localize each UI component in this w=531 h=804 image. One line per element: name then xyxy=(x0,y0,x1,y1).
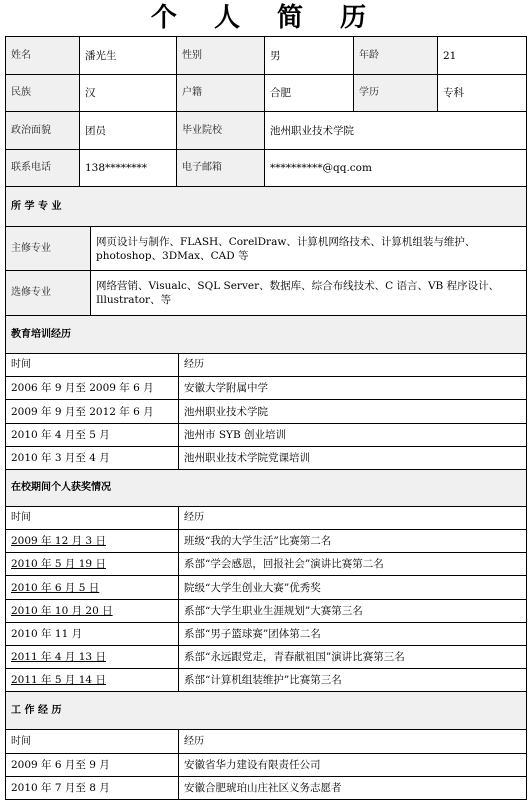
awards-heading: 在校期间个人获奖情况 xyxy=(6,470,526,506)
work-col-time: 时间 xyxy=(11,735,31,747)
edu-time: 2006 年 9 月至 2009 年 6 月 xyxy=(11,382,154,394)
edu-header-row xyxy=(6,353,526,376)
award-time: 2010 年 6 月 5 日 xyxy=(11,581,100,594)
political-label: 政治面貌 xyxy=(6,112,79,149)
work-header-row xyxy=(6,729,526,753)
award-exp: 班级“我的大学生活”比赛第二名 xyxy=(178,530,526,552)
hukou-label: 户籍 xyxy=(176,75,264,111)
ethnicity-value: 汉 xyxy=(79,75,176,111)
award-time: 2011 年 4 月 13 日 xyxy=(11,651,106,663)
edu-time: 2010 年 3 月至 4 月 xyxy=(11,452,110,464)
table-row xyxy=(6,423,526,446)
page-title: 个 人 简 历 xyxy=(150,3,381,33)
resume-table xyxy=(5,36,527,800)
edu-time: 2010 年 4 月至 5 月 xyxy=(11,429,110,441)
table-row xyxy=(6,753,526,776)
gender-label: 性别 xyxy=(176,37,264,74)
awards-col-exp: 经历 xyxy=(178,507,526,529)
education-value: 专科 xyxy=(437,75,526,111)
main-major-row xyxy=(6,226,526,270)
award-exp: 院级“大学生创业大赛”优秀奖 xyxy=(178,576,526,599)
award-time: 2010 年 11 月 xyxy=(11,628,83,640)
work-time: 2010 年 7 月至 8 月 xyxy=(11,782,110,794)
email-value: **********@qq.com xyxy=(264,150,526,186)
phone-label: 联系电话 xyxy=(6,150,79,186)
main-major-text: 网页设计与制作、FLASH、CorelDraw、计算机网络技术、计算机组装与维护、photoshop、3DMax、CAD 等 xyxy=(90,227,526,270)
table-row xyxy=(6,376,526,399)
table-row xyxy=(6,575,526,599)
award-exp: 系部“永远跟党走，青春献祖国”演讲比赛第三名 xyxy=(178,646,526,668)
table-row xyxy=(6,399,526,423)
age-value: 21 xyxy=(437,37,526,74)
awards-col-time: 时间 xyxy=(11,512,31,523)
personal-row-2 xyxy=(6,74,526,111)
work-time: 2009 年 6 月至 9 月 xyxy=(11,759,110,771)
major-heading: 所 学 专 业 xyxy=(6,187,526,226)
edu-exp: 池州市 SYB 创业培训 xyxy=(178,424,526,446)
awards-heading-row xyxy=(6,469,526,506)
table-row xyxy=(6,446,526,469)
elective-major-label: 选修专业 xyxy=(6,271,90,315)
hukou-value: 合肥 xyxy=(264,75,353,111)
table-row xyxy=(6,599,526,622)
email-label: 电子邮箱 xyxy=(176,150,264,186)
personal-row-4 xyxy=(6,149,526,186)
work-heading: 工 作 经 历 xyxy=(6,692,526,729)
award-time: 2010 年 10 月 20 日 xyxy=(11,605,113,617)
gender-value: 男 xyxy=(264,37,353,74)
edu-exp: 池州职业技术学院党课培训 xyxy=(178,447,526,469)
elective-major-row xyxy=(6,270,526,315)
edu-exp: 池州职业技术学院 xyxy=(178,400,526,423)
edu-heading: 教育培训经历 xyxy=(6,316,526,353)
edu-time: 2009 年 9 月至 2012 年 6 月 xyxy=(11,405,154,418)
work-exp: 安徽合肥琥珀山庄社区义务志愿者 xyxy=(178,777,526,799)
edu-heading-row xyxy=(6,315,526,353)
major-heading-row xyxy=(6,186,526,226)
ethnicity-label: 民族 xyxy=(6,75,79,111)
work-exp: 安徽省华力建设有限责任公司 xyxy=(178,754,526,776)
edu-col-time: 时间 xyxy=(11,359,31,370)
edu-col-exp: 经历 xyxy=(178,354,526,376)
work-heading-row xyxy=(6,691,526,729)
table-row xyxy=(6,622,526,645)
award-exp: 系部“学会感恩，回报社会”演讲比赛第二名 xyxy=(178,553,526,575)
table-row xyxy=(6,776,526,799)
main-major-label: 主修专业 xyxy=(6,227,90,270)
name-label: 姓名 xyxy=(6,37,79,74)
elective-major-text: 网络营销、Visualc、SQL Server、数据库、综合布线技术、C 语言、VB 程序设计、Illustrator、等 xyxy=(90,271,526,315)
age-label: 年龄 xyxy=(353,37,437,74)
table-row xyxy=(6,668,526,691)
table-row xyxy=(6,645,526,668)
work-col-exp: 经历 xyxy=(178,730,526,753)
awards-header-row xyxy=(6,506,526,529)
school-value: 池州职业技术学院 xyxy=(264,112,526,149)
award-time: 2009 年 12 月 3 日 xyxy=(11,535,106,547)
table-row xyxy=(6,529,526,552)
table-row xyxy=(6,552,526,575)
award-time: 2011 年 5 月 14 日 xyxy=(11,674,106,686)
personal-row-1 xyxy=(6,37,526,74)
phone-value: 138******** xyxy=(79,150,176,186)
political-value: 团员 xyxy=(79,112,176,149)
award-time: 2010 年 5 月 19 日 xyxy=(11,558,106,570)
award-exp: 系部“计算机组装维护”比赛第三名 xyxy=(178,669,526,691)
award-exp: 系部“男子篮球赛”团体第二名 xyxy=(178,623,526,645)
personal-row-3 xyxy=(6,111,526,149)
education-label: 学历 xyxy=(353,75,437,111)
name-value: 潘光生 xyxy=(79,37,176,74)
school-label: 毕业院校 xyxy=(176,112,264,149)
award-exp: 系部“大学生职业生涯规划”大赛第三名 xyxy=(178,600,526,622)
edu-exp: 安徽大学附属中学 xyxy=(178,377,526,399)
